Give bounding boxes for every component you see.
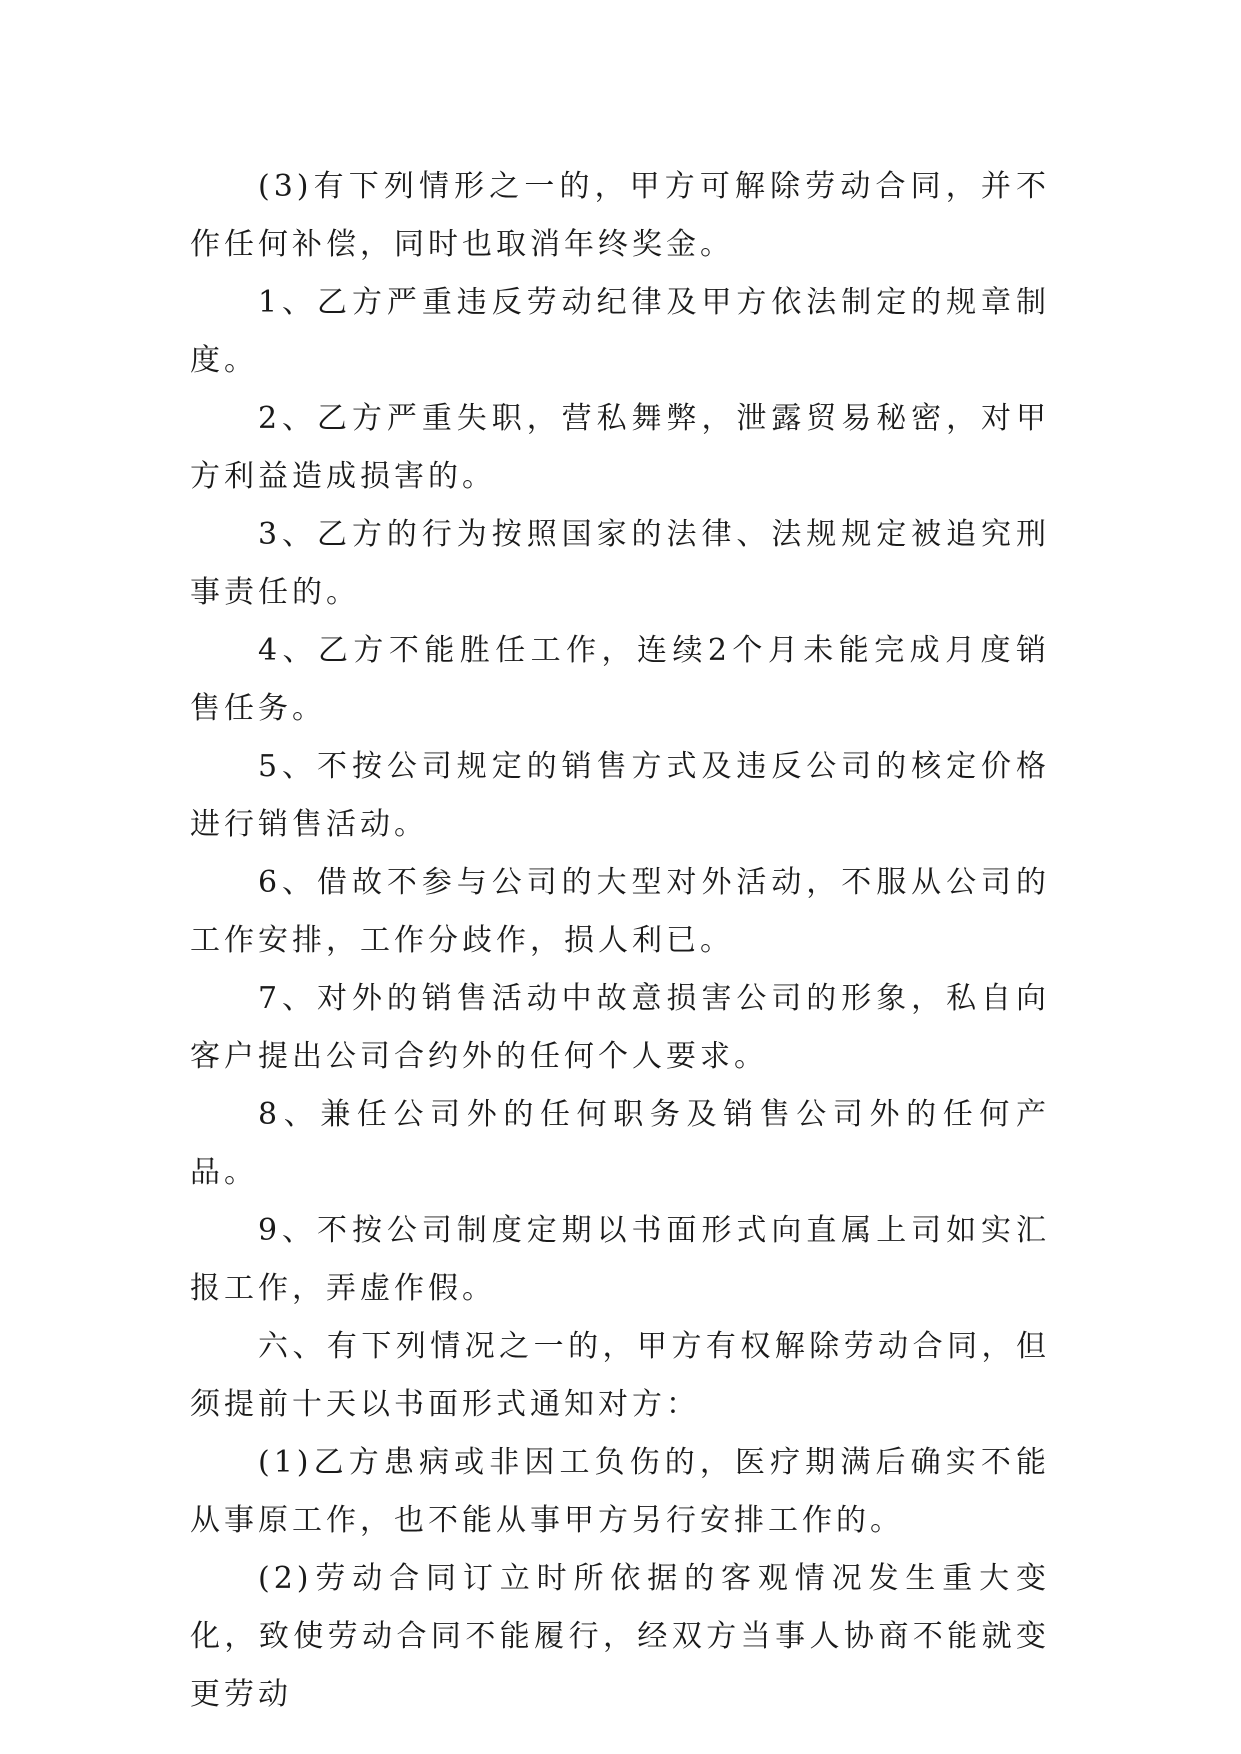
paragraph-clause-3: (3)有下列情形之一的，甲方可解除劳动合同，并不作任何补偿，同时也取消年终奖金。 [190, 169, 1050, 262]
paragraph-item-6: 6、借故不参与公司的大型对外活动，不服从公司的工作安排，工作分歧作，损人利已。 [190, 865, 1050, 958]
paragraph-item-2: 2、乙方严重失职，营私舞弊，泄露贸易秘密，对甲方利益造成损害的。 [190, 401, 1050, 494]
paragraph-item-8: 8、兼任公司外的任何职务及销售公司外的任何产品。 [190, 1097, 1050, 1190]
paragraph-clause-1: (1)乙方患病或非因工负伤的，医疗期满后确实不能从事原工作，也不能从事甲方另行安排工作的。 [190, 1445, 1050, 1538]
document-body [190, 158, 1050, 1724]
paragraph-item-9: 9、不按公司制度定期以书面形式向直属上司如实汇报工作，弄虚作假。 [190, 1213, 1050, 1306]
paragraph-item-7: 7、对外的销售活动中故意损害公司的形象，私自向客户提出公司合约外的任何个人要求。 [190, 981, 1050, 1074]
paragraph-item-5: 5、不按公司规定的销售方式及违反公司的核定价格进行销售活动。 [190, 749, 1050, 842]
paragraph-section-6: 六、有下列情况之一的，甲方有权解除劳动合同，但须提前十天以书面形式通知对方： [190, 1329, 1050, 1422]
paragraph-item-3: 3、乙方的行为按照国家的法律、法规规定被追究刑事责任的。 [190, 517, 1050, 610]
paragraph-item-4: 4、乙方不能胜任工作，连续2个月未能完成月度销售任务。 [190, 633, 1050, 726]
paragraph-item-1: 1、乙方严重违反劳动纪律及甲方依法制定的规章制度。 [190, 285, 1050, 378]
paragraph-clause-2: (2)劳动合同订立时所依据的客观情况发生重大变化，致使劳动合同不能履行，经双方当事人协商不能就变更劳动 [190, 1561, 1050, 1712]
